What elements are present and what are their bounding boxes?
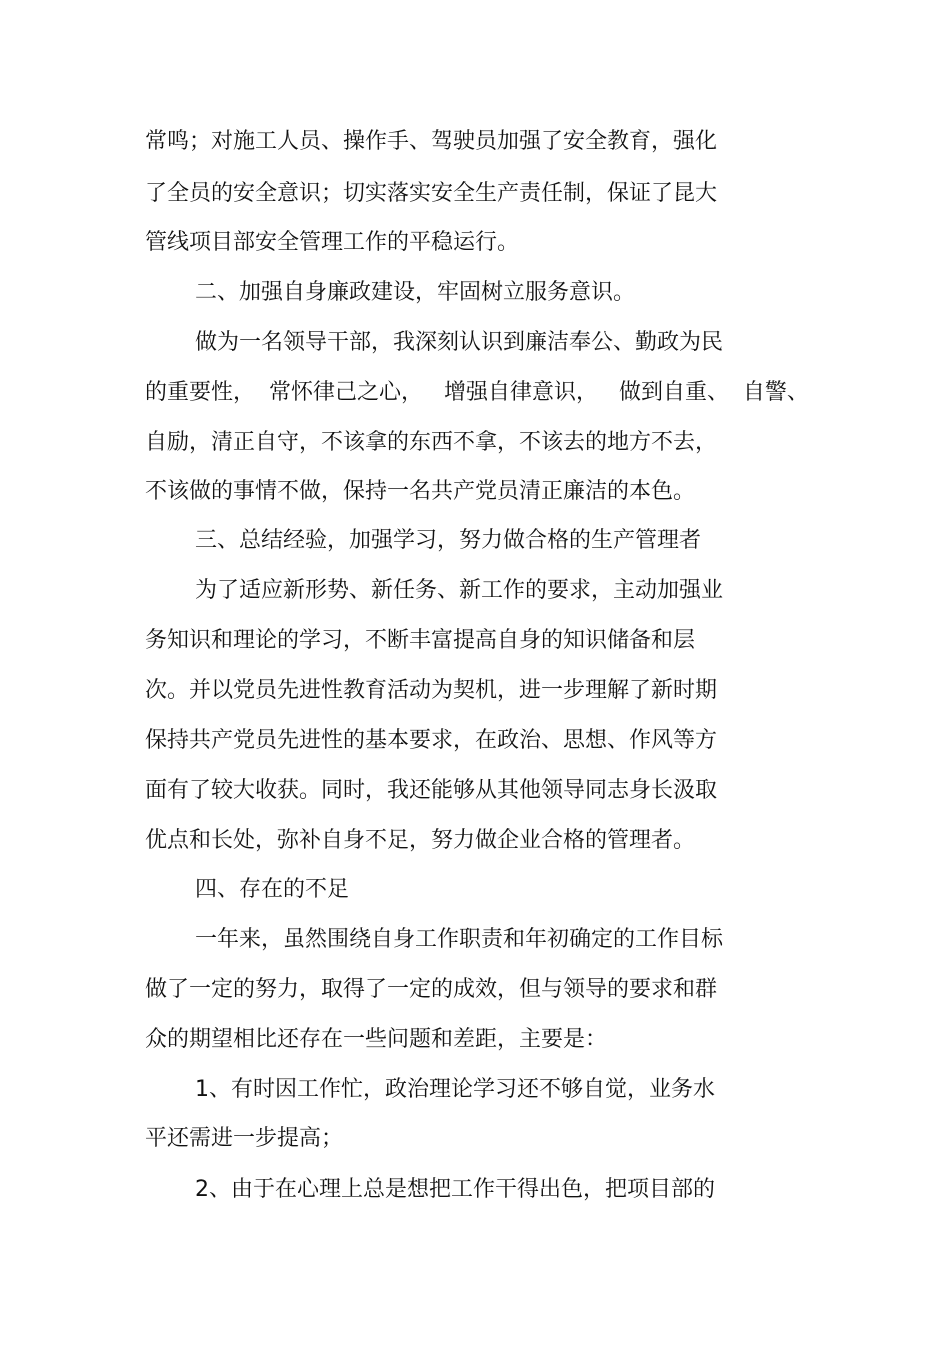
section-heading: 二、加强自身廉政建设，牢固树立服务意识。	[195, 280, 636, 305]
text-line: 了全员的安全意识；切实落实安全生产责任制，保证了昆大	[145, 181, 718, 206]
list-item: 2、由于在心理上总是想把工作干得出色，把项目部的	[195, 1177, 715, 1202]
text-line: 常鸣；对施工人员、操作手、驾驶员加强了安全教育，强化	[145, 129, 718, 154]
section-heading: 四、存在的不足	[195, 877, 350, 902]
text-line: 的重要性， 常怀律己之心， 增强自律意识， 做到自重、 自警、	[145, 380, 809, 405]
text-line: 平还需进一步提高；	[145, 1126, 344, 1151]
section-heading: 三、总结经验，加强学习，努力做合格的生产管理者	[195, 528, 702, 553]
text-line: 优点和长处，弥补自身不足，努力做企业合格的管理者。	[145, 828, 696, 853]
text-line: 不该做的事情不做，保持一名共产党员清正廉洁的本色。	[145, 479, 696, 504]
text-line: 一年来，虽然围绕自身工作职责和年初确定的工作目标	[195, 927, 724, 952]
text-line: 为了适应新形势、新任务、新工作的要求，主动加强业	[195, 578, 724, 603]
text-line: 管线项目部安全管理工作的平稳运行。	[145, 230, 520, 255]
text-line: 务知识和理论的学习，不断丰富提高自身的知识储备和层	[145, 628, 696, 653]
text-line: 保持共产党员先进性的基本要求，在政治、思想、作风等方	[145, 728, 718, 753]
list-item: 1、有时因工作忙，政治理论学习还不够自觉，业务水	[195, 1077, 715, 1102]
text-line: 做为一名领导干部，我深刻认识到廉洁奉公、勤政为民	[195, 330, 724, 355]
text-line: 面有了较大收获。同时，我还能够从其他领导同志身长汲取	[145, 778, 718, 803]
text-line: 次。并以党员先进性教育活动为契机，进一步理解了新时期	[145, 678, 718, 703]
text-line: 自励，清正自守，不该拿的东西不拿，不该去的地方不去，	[145, 430, 718, 455]
text-line: 众的期望相比还存在一些问题和差距，主要是：	[145, 1027, 608, 1052]
text-line: 做了一定的努力，取得了一定的成效，但与领导的要求和群	[145, 977, 718, 1002]
